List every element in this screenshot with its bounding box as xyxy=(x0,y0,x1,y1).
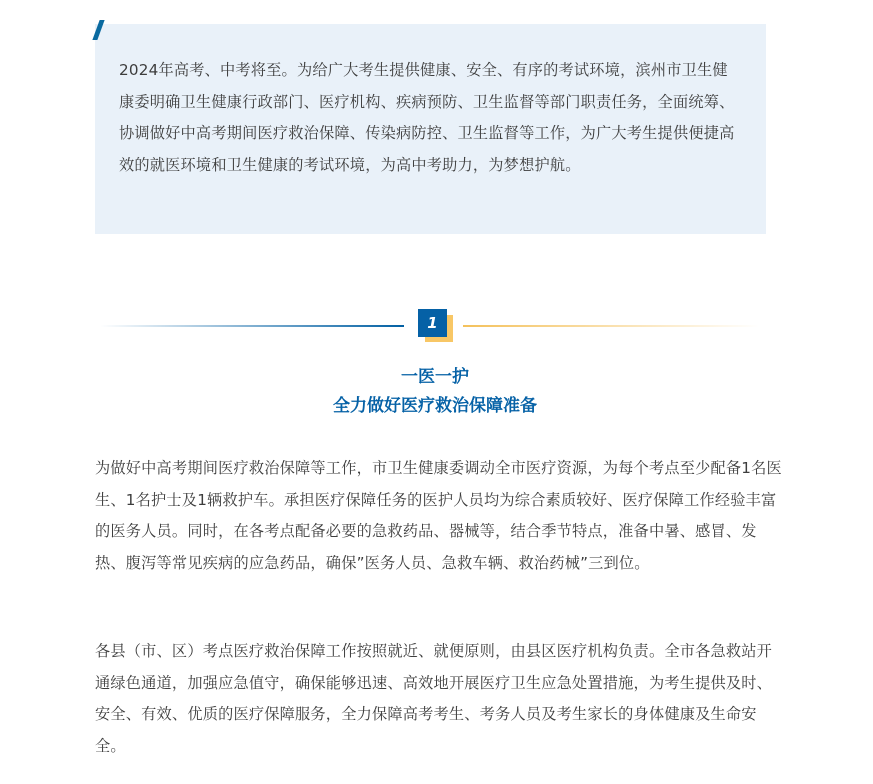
body-paragraph-2: 各县（市、区）考点医疗救治保障工作按照就近、就便原则，由县区医疗机构负责。全市各急救站开通绿色通道，加强应急值守，确保能够迅速、高效地开展医疗卫生应急处置措施，为考生提供及时、安全、有效、优质的医疗保障服务，全力保障高考考生、考务人员及考生家长的身体健康及生命安全。 xyxy=(95,642,773,755)
divider-line-right xyxy=(463,325,759,327)
decorative-slash-icon xyxy=(92,20,104,40)
section-divider xyxy=(95,306,766,346)
section-title xyxy=(95,363,775,421)
section-title-line1: 一医一护 xyxy=(401,367,469,387)
intro-box xyxy=(95,24,766,234)
section-number-badge: 1 xyxy=(418,309,447,337)
intro-text: 2024年高考、中考将至。为给广大考生提供健康、安全、有序的考试环境，滨州市卫生健康委明确卫生健康行政部门、医疗机构、疾病预防、卫生监督等部门职责任务，全面统筹、协调做好中高考期间医疗救治保障、传染病防控、卫生监督等工作，为广大考生提供便捷高效的就医环境和卫生健康的考试环境，为高中考助力，为梦想护航。 xyxy=(119,61,735,174)
divider-line-left xyxy=(100,325,404,327)
body-paragraph-1: 为做好中高考期间医疗救治保障等工作，市卫生健康委调动全市医疗资源，为每个考点至少配备1名医生、1名护士及1辆救护车。承担医疗保障任务的医护人员均为综合素质较好、医疗保障工作经验丰富的医务人员。同时，在各考点配备必要的急救药品、器械等，结合季节特点，准备中暑、感冒、发热、腹泻等常见疾病的应急药品，确保”医务人员、急救车辆、救治药械”三到位。 xyxy=(95,459,782,572)
section-title-line2: 全力做好医疗救治保障准备 xyxy=(333,396,537,416)
